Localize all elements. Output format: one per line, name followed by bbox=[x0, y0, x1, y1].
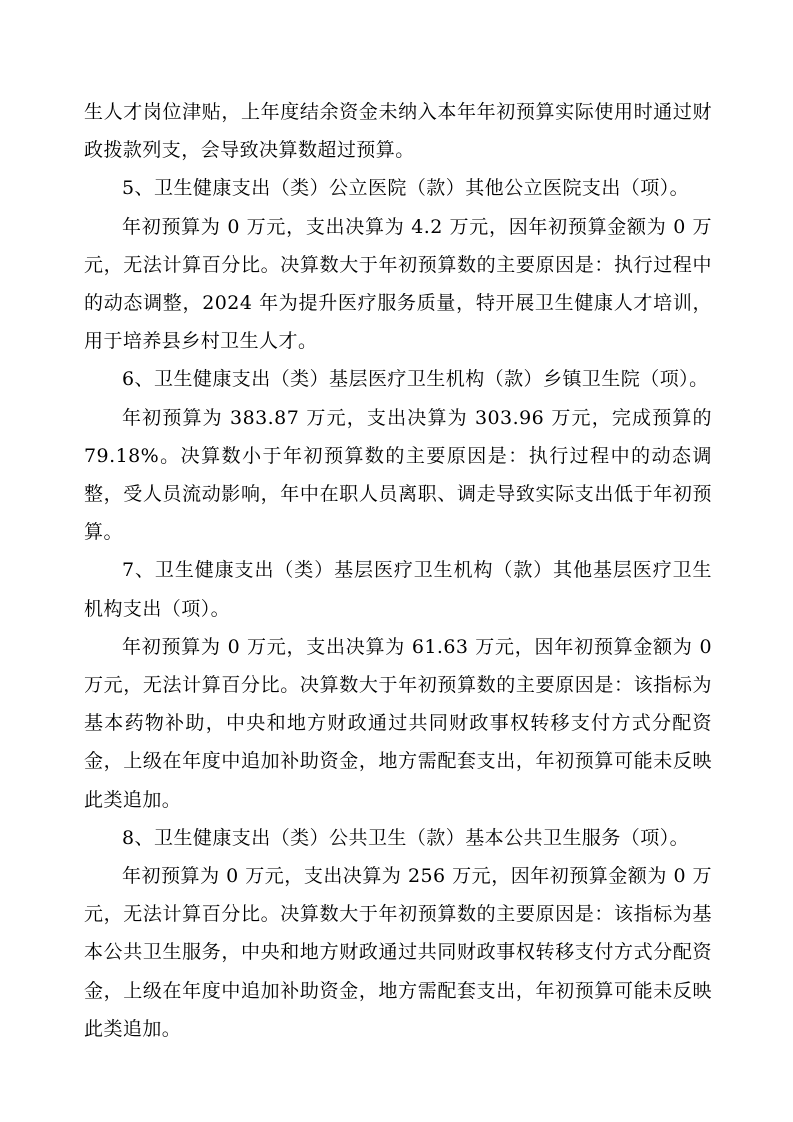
paragraph-continuation: 生人才岗位津贴，上年度结余资金未纳入本年年初预算实际使用时通过财政拨款列支，会导致决算数超过预算。 bbox=[84, 101, 712, 162]
section-heading-7: 7、卫生健康支出（类）基层医疗卫生机构（款）其他基层医疗卫生机构支出（项）。 bbox=[84, 559, 712, 620]
paragraph-5-explanation: 年初预算为 0 万元，支出决算为 4.2 万元，因年初预算金额为 0 万元，无法计算百分比。决算数大于年初预算数的主要原因是：执行过程中的动态调整，2024 年为提升医疗服务质量，特开展卫生健康人才培训，用于培养县乡村卫生人才。 bbox=[84, 215, 712, 353]
paragraph-7-explanation: 年初预算为 0 万元，支出决算为 61.63 万元，因年初预算金额为 0 万元，无法计算百分比。决算数大于年初预算数的主要原因是：该指标为基本药物补助，中央和地方财政通过共同财政事权转移支付方式分配资金，上级在年度中追加补助资金，地方需配套支出，年初预算可能未反映此类追加。 bbox=[84, 635, 712, 811]
paragraph-6-explanation: 年初预算为 383.87 万元，支出决算为 303.96 万元，完成预算的 79.18%。决算数小于年初预算数的主要原因是：执行过程中的动态调整，受人员流动影响，年中在职人员离职、调走导致实际支出低于年初预算。 bbox=[84, 406, 712, 544]
section-heading-6: 6、卫生健康支出（类）基层医疗卫生机构（款）乡镇卫生院（项）。 bbox=[122, 368, 709, 391]
section-heading-5: 5、卫生健康支出（类）公立医院（款）其他公立医院支出（项）。 bbox=[122, 177, 690, 200]
section-heading-8: 8、卫生健康支出（类）公共卫生（款）基本公共卫生服务（项）。 bbox=[122, 826, 690, 849]
document-body bbox=[84, 93, 712, 1048]
paragraph-8-explanation: 年初预算为 0 万元，支出决算为 256 万元，因年初预算金额为 0 万元，无法计算百分比。决算数大于年初预算数的主要原因是：该指标为基本公共卫生服务，中央和地方财政通过共同财政事权转移支付方式分配资金，上级在年度中追加补助资金，地方需配套支出，年初预算可能未反映此类追加。 bbox=[84, 865, 712, 1040]
